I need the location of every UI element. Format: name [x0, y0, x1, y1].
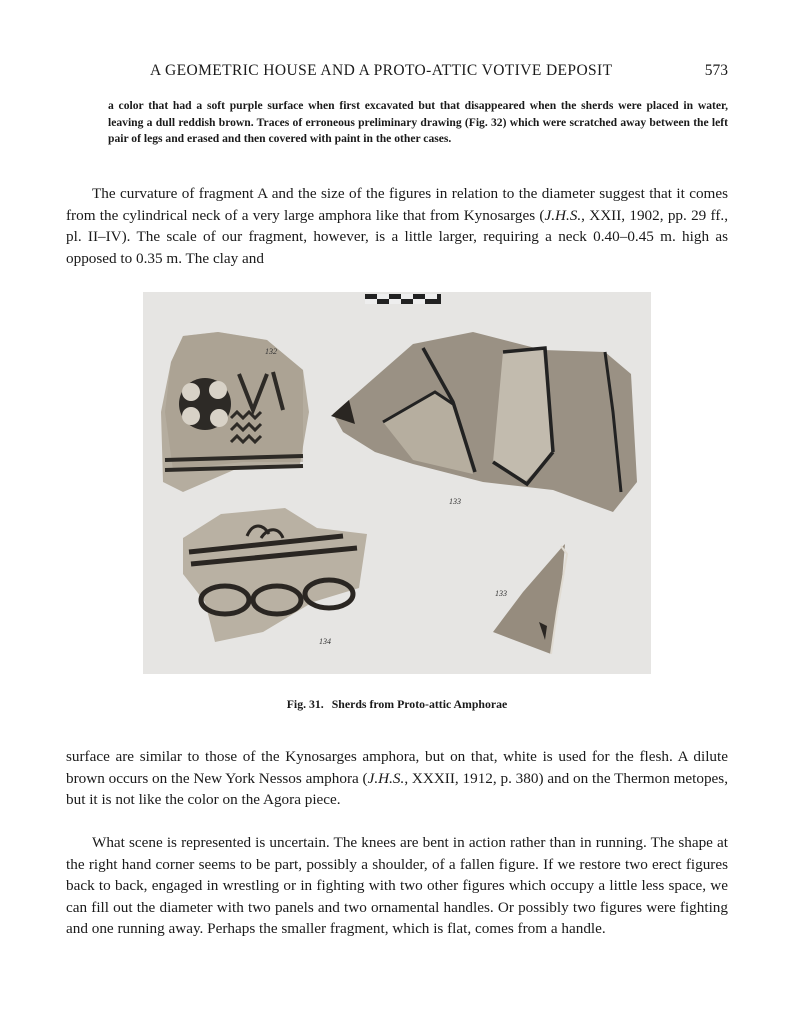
running-title: A GEOMETRIC HOUSE AND A PROTO-ATTIC VOTIVE DEPOSIT — [150, 62, 613, 79]
para2-text-a: surface are similar to those of the Kynosarges amphora, but on that, white is used for the flesh. A dilute brown occurs on the New York Nessos amphora ( — [66, 748, 728, 787]
scale-bar-icon — [365, 294, 441, 304]
label-133-small: 133 — [495, 589, 507, 598]
label-133-large: 133 — [449, 497, 461, 506]
para1-citation: J.H.S. — [544, 206, 582, 224]
caption-number: Fig. 31. — [286, 697, 324, 711]
label-134: 134 — [319, 637, 331, 646]
para1-text-a: The curvature of fragment A and the size of the figures in relation to the diameter suggest that it comes from the cylindrical neck of a very large amphora like that from Kynosarges ( — [66, 185, 728, 224]
figure-sherds-photo — [143, 292, 651, 674]
para1-text-b: , XXII, 1902, pp. 29 ff., pl. II–IV). The scale of our fragment, however, is a little larger, requiring a neck 0.40–0.45 m. high as opposed to 0.35 m. The clay and — [66, 206, 728, 267]
figure-caption — [66, 697, 728, 712]
paragraph-scene: What scene is represented is uncertain. The knees are bent in action rather than in running. The shape at the right hand corner seems to be part, possibly a shoulder, of a fallen figure. If we restore two erect figures back to back, engaged in wrestling or in fighting with two other figures which occupy a little less space, we can fill out the diameter with two panels and two ornamental handles. Or possibly two figures were fighting and one running away. Perhaps the smaller fragment, which is flat, comes from a handle. — [66, 834, 728, 937]
footnote-continuation: a color that had a soft purple surface when first excavated but that disappeared when the sherds were placed in water, leaving a dull reddish brown. Traces of erroneous preliminary drawing (Fig. 32) which were scratched away between the left pair of legs and erased and then covered with paint in the other cases. — [108, 99, 728, 145]
running-header — [66, 62, 728, 84]
caption-text: Sherds from Proto-attic Amphorae — [331, 697, 508, 711]
para2-text-b: , XXXII, 1912, p. 380) and on the Thermon metopes, but it is not like the color on the Agora piece. — [66, 769, 728, 808]
sherds-photograph — [143, 292, 651, 674]
paragraph-curvature — [66, 183, 728, 269]
paragraph-surface — [66, 746, 728, 811]
label-132: 132 — [265, 347, 277, 356]
para2-citation: J.H.S. — [367, 769, 405, 787]
page-number: 573 — [704, 62, 728, 79]
